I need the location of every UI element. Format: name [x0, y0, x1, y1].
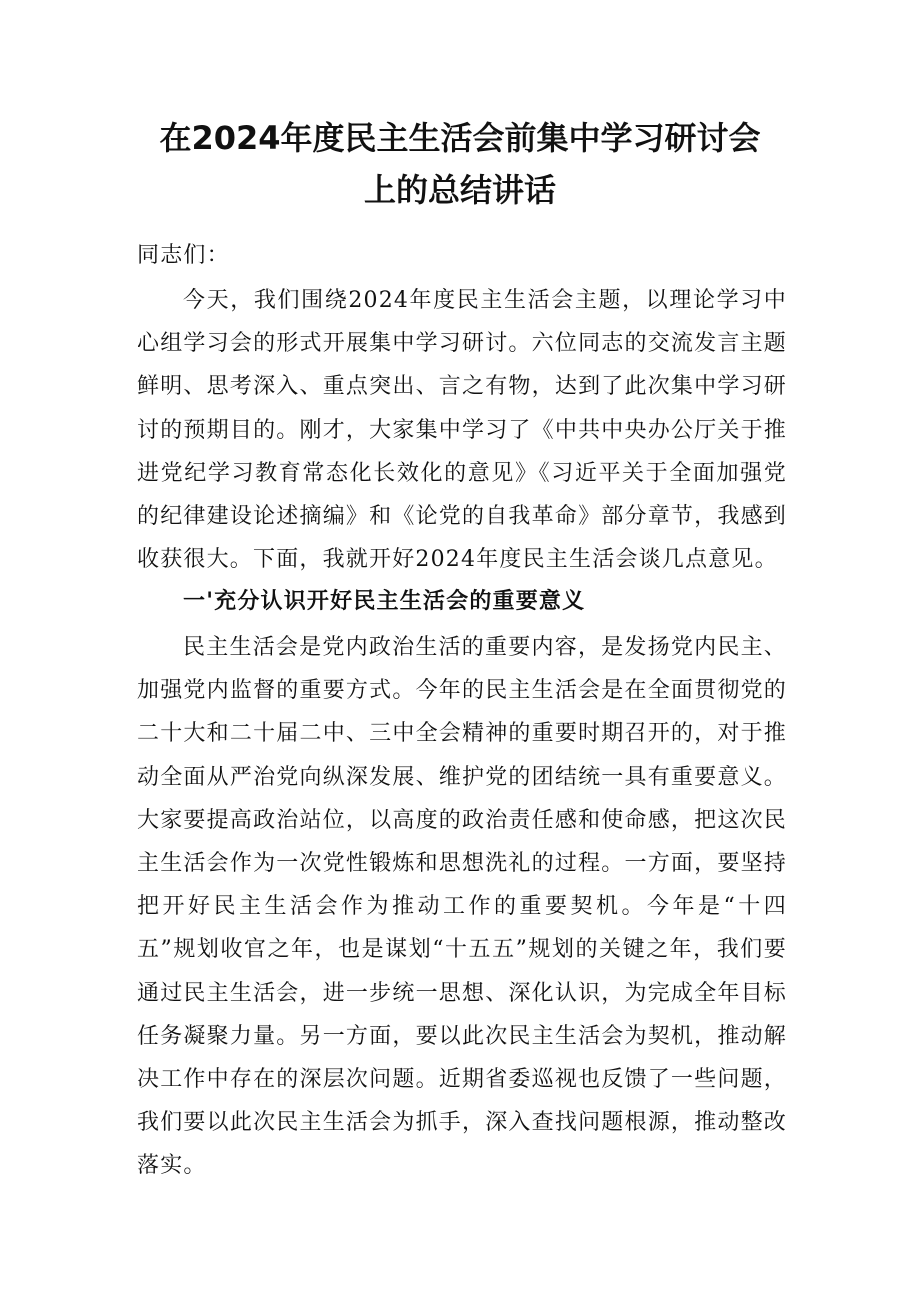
intro-paragraph: 今天，我们围绕2024年度民主生活会主题，以理论学习中心组学习会的形式开展集中学习研讨。六位同志的交流发言主题鲜明、思考深入、重点突出、言之有物，达到了此次集中学习研讨的预期目的。刚才，大家集中学习了《中共中央办公厅关于推进党纪学习教育常态化长效化的意见》《习近平关于全面加强党的纪律建设论述摘编》和《论党的自我革命》部分章节，我感到收获很大。下面，我就开好2024年度民主生活会谈几点意见。 — [137, 288, 787, 573]
section-heading-1: 一'充分认识开好民主生活会的重要意义 — [183, 589, 586, 614]
document-title-line-1: 在2024年度民主生活会前集中学习研讨会 — [159, 119, 761, 157]
salutation: 同志们： — [137, 243, 230, 268]
section-1-paragraph: 民主生活会是党内政治生活的重要内容，是发扬党内民主、加强党内监督的重要方式。今年的民主生活会是在全面贯彻党的二十大和二十届二中、三中全会精神的重要时期召开的，对于推动全面从严治党向纵深发展、维护党的团结统一具有重要意义。大家要提高政治站位，以高度的政治责任感和使命感，把这次民主生活会作为一次党性锻炼和思想洗礼的过程。一方面，要坚持把开好民主生活会作为推动工作的重要契机。今年是“十四五”规划收官之年，也是谋划“十五五”规划的关键之年，我们要通过民主生活会，进一步统一思想、深化认识，为完成全年目标任务凝聚力量。另一方面，要以此次民主生活会为契机，推动解决工作中存在的深层次问题。近期省委巡视也反馈了一些问题，我们要以此次民主生活会为抓手，深入查找问题根源，推动整改落实。 — [137, 635, 787, 1179]
document-title-line-2: 上的总结讲话 — [363, 171, 556, 209]
